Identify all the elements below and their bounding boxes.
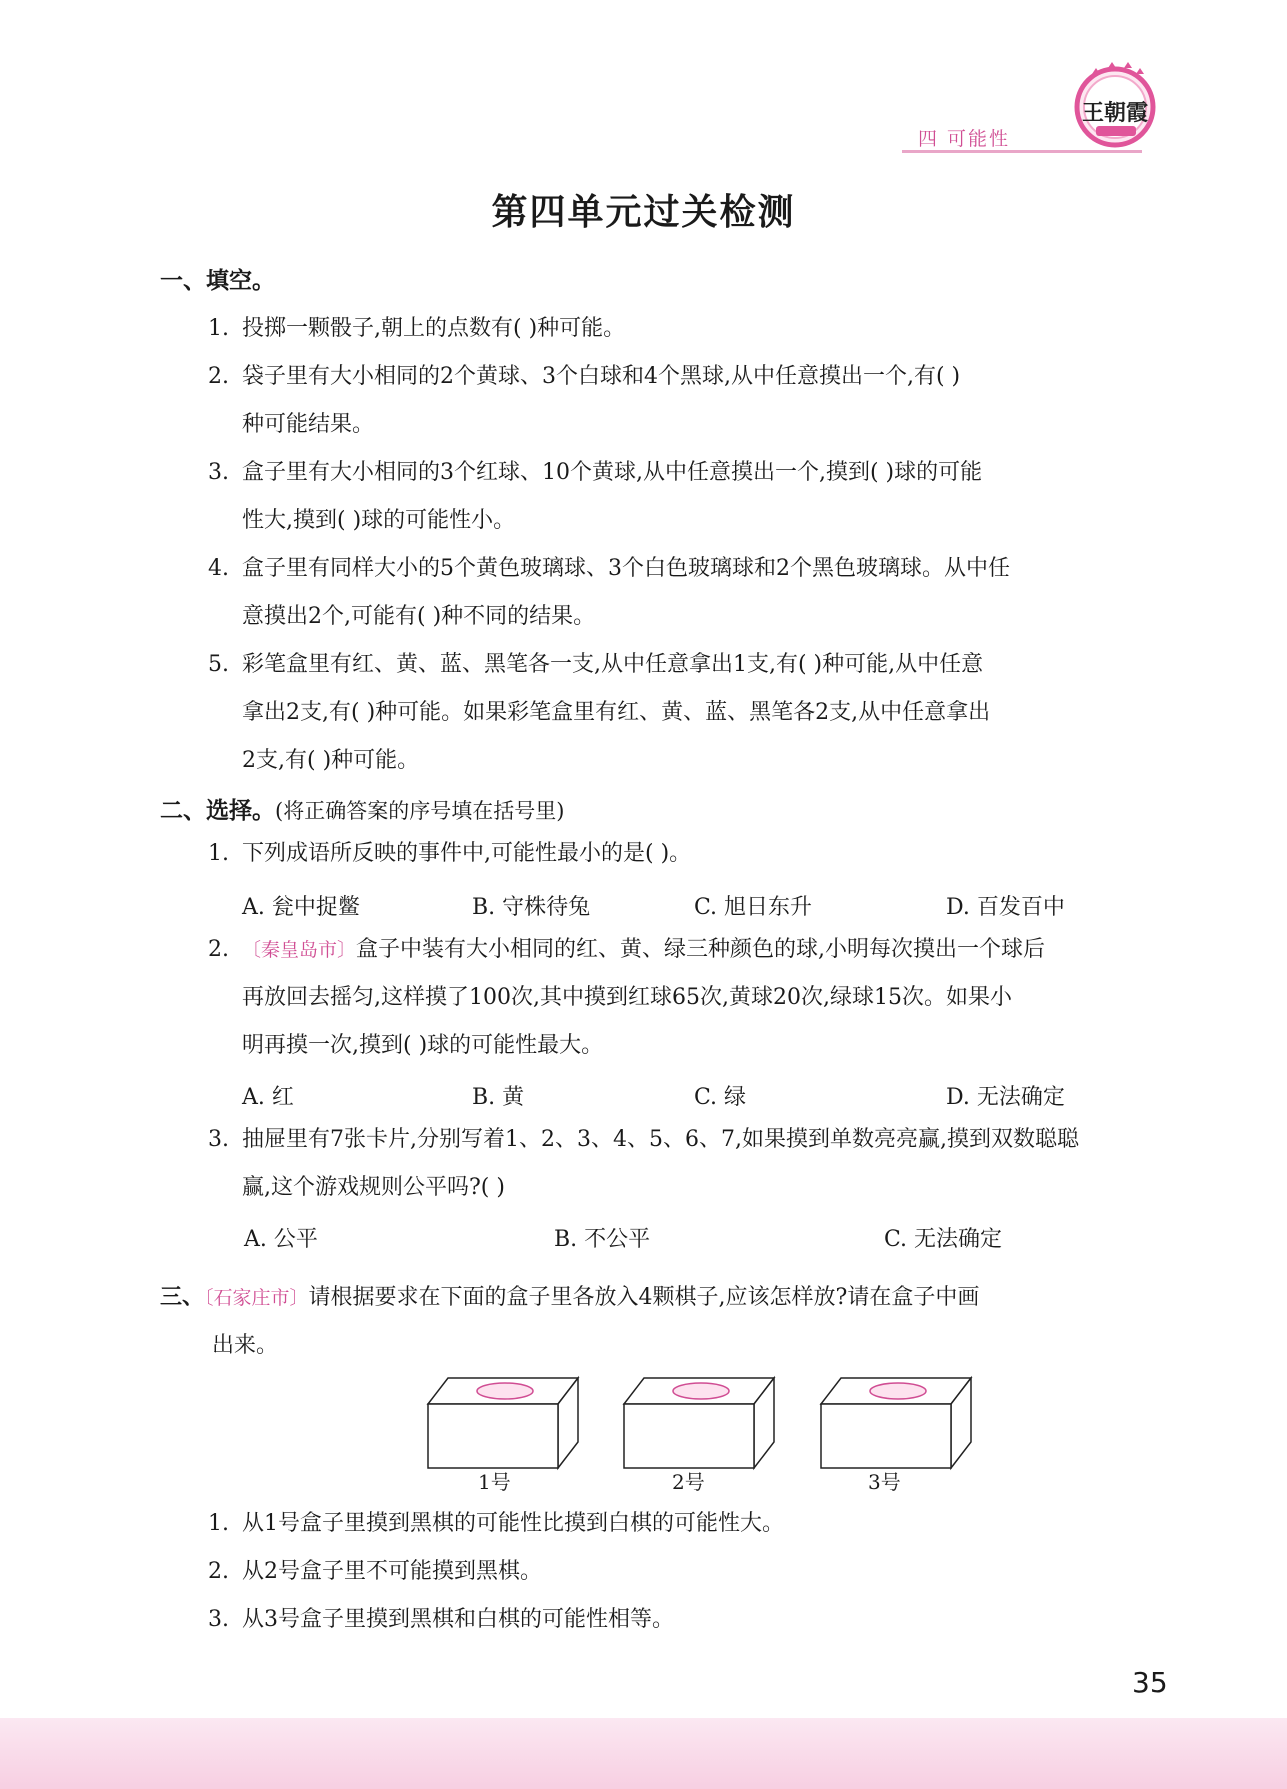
page-title: 第四单元过关检测	[491, 192, 796, 233]
question-number: 2.	[208, 937, 229, 962]
box-1-icon	[428, 1378, 578, 1468]
choice-2-option-a: A. 红	[242, 1085, 294, 1110]
section-three-heading	[160, 1274, 1160, 1370]
question-text: 投掷一颗骰子,朝上的点数有( )种可能。	[242, 316, 626, 341]
question-text-cont: 性大,摸到( )球的可能性小。	[242, 508, 516, 533]
box-label-2: 2号	[672, 1470, 705, 1494]
question-region: 〔秦皇岛市〕	[242, 939, 357, 961]
choice-2-option-d: D. 无法确定	[946, 1085, 1065, 1110]
question-text: 盒子里有大小相同的3个红球、10个黄球,从中任意摸出一个,摸到( )球的可能	[242, 460, 983, 485]
question-text-cont: 明再摸一次,摸到( )球的可能性最大。	[242, 1033, 604, 1058]
footer-band	[0, 1718, 1287, 1789]
question-text-cont: 再放回去摇匀,这样摸了100次,其中摸到红球65次,黄球20次,绿球15次。如果小	[242, 985, 1012, 1010]
question-number: 3.	[208, 460, 229, 485]
section-two-title: 二、选择。	[160, 798, 275, 824]
question-number: 5.	[208, 652, 229, 677]
header-divider	[902, 150, 1142, 153]
question-number: 2.	[208, 364, 229, 389]
question-number: 1.	[208, 841, 229, 866]
choice-question-1	[208, 830, 1158, 878]
box-illustrations	[420, 1370, 980, 1480]
choice-1-option-b: B. 守株待兔	[472, 895, 591, 920]
question-text: 盒子里有同样大小的5个黄色玻璃球、3个白色玻璃球和2个黑色玻璃球。从中任	[242, 556, 1010, 581]
choice-3-option-b: B. 不公平	[554, 1227, 651, 1252]
fill-question-4	[208, 545, 1158, 641]
question-number: 4.	[208, 556, 229, 581]
section-three-text: 请根据要求在下面的盒子里各放入4颗棋子,应该怎样放?请在盒子中画	[308, 1285, 980, 1310]
question-text: 从2号盒子里不可能摸到黑棋。	[242, 1559, 542, 1584]
section-two-note: (将正确答案的序号填在括号里)	[275, 799, 565, 823]
choice-3-option-a: A. 公平	[244, 1227, 318, 1252]
section-three-text-cont: 出来。	[212, 1333, 279, 1358]
fill-question-5	[208, 641, 1158, 785]
question-text-cont: 种可能结果。	[242, 412, 375, 437]
question-text: 袋子里有大小相同的2个黄球、3个白球和4个黑球,从中任意摸出一个,有( )	[242, 364, 961, 389]
section-one-heading: 一、填空。	[160, 268, 275, 294]
choice-3-option-c: C. 无法确定	[884, 1227, 1003, 1252]
question-text: 抽屉里有7张卡片,分别写着1、2、3、4、5、6、7,如果摸到单数亮亮赢,摸到双数聪聪	[242, 1127, 1079, 1152]
question-number: 3.	[208, 1127, 229, 1152]
fill-question-1	[208, 305, 1158, 353]
question-number: 2.	[208, 1559, 229, 1584]
box-label-1: 1号	[478, 1470, 511, 1494]
draw-requirement-1	[208, 1500, 1158, 1548]
section-three-region: 〔石家庄市〕	[204, 1287, 309, 1309]
page-number: 35	[1132, 1666, 1168, 1699]
choice-2-option-b: B. 黄	[472, 1085, 525, 1110]
choice-question-3	[208, 1116, 1158, 1212]
question-text-cont: 赢,这个游戏规则公平吗?( )	[242, 1175, 505, 1200]
section-three-title: 三、	[160, 1285, 205, 1310]
question-text-cont: 2支,有( )种可能。	[242, 748, 420, 773]
question-number: 1.	[208, 1511, 229, 1536]
section-two-heading	[160, 792, 564, 825]
choice-2-option-c: C. 绿	[694, 1085, 747, 1110]
section-tag: 四 可能性	[918, 128, 1011, 150]
choice-1-option-a: A. 瓮中捉鳖	[242, 895, 360, 920]
draw-requirement-3	[208, 1596, 1158, 1644]
question-number: 1.	[208, 316, 229, 341]
question-text: 彩笔盒里有红、黄、蓝、黑笔各一支,从中任意拿出1支,有( )种可能,从中任意	[242, 652, 984, 677]
box-2-icon	[624, 1378, 774, 1468]
question-text: 从3号盒子里摸到黑棋和白棋的可能性相等。	[242, 1607, 674, 1632]
question-number: 3.	[208, 1607, 229, 1632]
choice-question-2	[208, 926, 1158, 1070]
box-3-icon	[821, 1378, 971, 1468]
box-label-3: 3号	[868, 1470, 901, 1494]
question-text-cont: 意摸出2个,可能有( )种不同的结果。	[242, 604, 596, 629]
fill-question-2	[208, 353, 1158, 449]
question-text-cont: 拿出2支,有( )种可能。如果彩笔盒里有红、黄、蓝、黑笔各2支,从中任意拿出	[242, 700, 991, 725]
fill-question-3	[208, 449, 1158, 545]
question-text: 从1号盒子里摸到黑棋的可能性比摸到白棋的可能性大。	[242, 1511, 784, 1536]
choice-1-option-d: D. 百发百中	[946, 895, 1065, 920]
question-text: 下列成语所反映的事件中,可能性最小的是( )。	[242, 841, 692, 866]
choice-1-option-c: C. 旭日东升	[694, 895, 813, 920]
question-text: 盒子中装有大小相同的红、黄、绿三种颜色的球,小明每次摸出一个球后	[356, 937, 1046, 962]
logo-text: 王朝霞	[1081, 100, 1148, 126]
draw-requirement-2	[208, 1548, 1158, 1596]
